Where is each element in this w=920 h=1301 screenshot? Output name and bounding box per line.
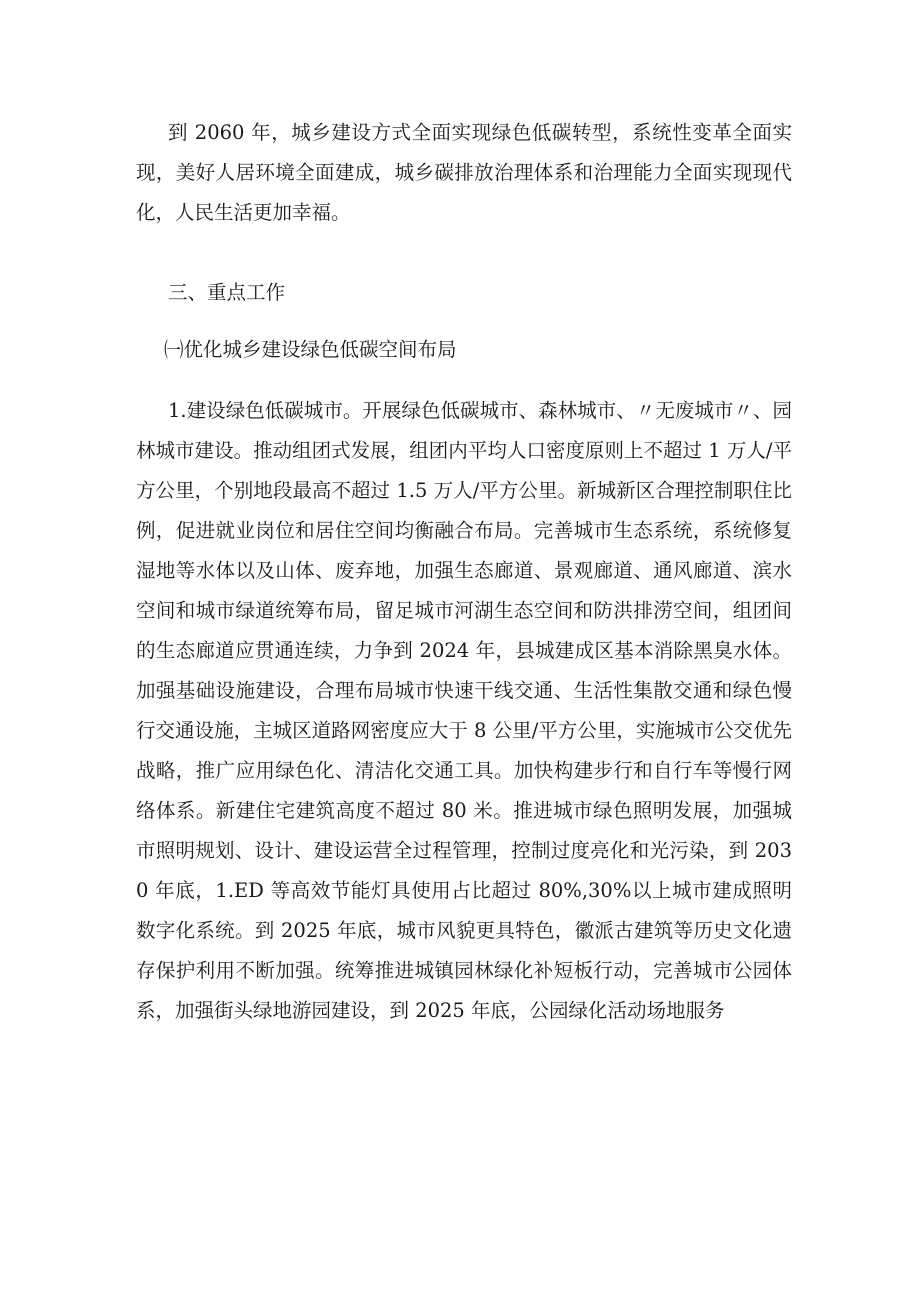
subsection-heading: ㈠优化城乡建设绿色低碳空间布局 [164, 338, 457, 361]
paragraph-green-low-carbon-city: 1.建设绿色低碳城市。开展绿色低碳城市、森林城市、〃无废城市〃、园林城市建设。推动组团式发展，组团内平均人口密度原则上不超过 1 万人/平方公里，个别地段最高不超过 1.5 万人/平方公里。新城新区合理控制职住比例，促进就业岗位和居住空间均衡融合布局。完善城市生态系统，系统修复湿地等水体以及山体、废弃地，加强生态廊道、景观廊道、通风廊道、滨水空间和城市绿道统筹布局，留足城市河湖生态空间和防洪排涝空间，组团间的生态廊道应贯通连续，力争到 2024 年，县城建成区基本消除黑臭水体。加强基础设施建设，合理布局城市快速干线交通、生活性集散交通和绿色慢行交通设施，主城区道路网密度应大于 8 公里/平方公里，实施城市公交优先战略，推广应用绿色化、清洁化交通工具。加快构建步行和自行车等慢行网络体系。新建住宅建筑高度不超过 80 米。推进城市绿色照明发展，加强城市照明规划、设计、建设运营全过程管理，控制过度亮化和光污染，到 2030 年底，1.ED 等高效节能灯具使用占比超过 80%,30%以上城市建成照明数字化系统。到 2025 年底，城市风貌更具特色，徽派古建筑等历史文化遗存保护利用不断加强。统筹推进城镇园林绿化补短板行动，完善城市公园体系，加强街头绿地游园建设，到 2025 年底，公园绿化活动场地服务 [136, 399, 792, 1022]
paragraph-2060-goal: 到 2060 年，城乡建设方式全面实现绿色低碳转型，系统性变革全面实现，美好人居环境全面建成，城乡碳排放治理体系和治理能力全面实现现代化，人民生活更加幸福。 [136, 121, 792, 224]
section-heading: 三、重点工作 [168, 281, 286, 304]
